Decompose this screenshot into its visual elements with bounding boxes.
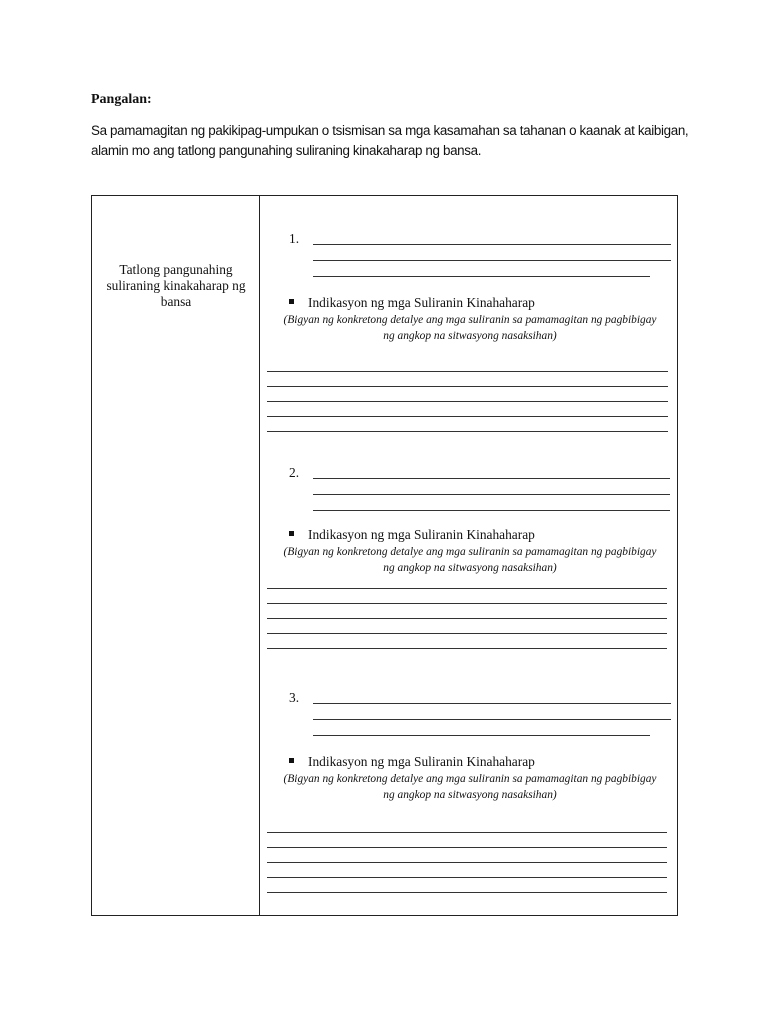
problem-answer-line[interactable] <box>313 494 670 495</box>
problem-number: 3. <box>289 690 300 705</box>
answer-column <box>260 196 677 915</box>
topic-label: Tatlong pangunahing suliraning kinakaharap ng bansa <box>106 262 246 309</box>
instructions-text: Sa pamamagitan ng pakikipag-umpukan o tsismisan sa mga kasamahan sa tahanan o kaanak at kaibigan, alamin mo ang tatlong pangunahing suliraning kinakaharap ng bansa. <box>91 123 689 158</box>
detail-answer-line[interactable] <box>267 648 667 649</box>
problem-answer-line[interactable] <box>313 244 671 245</box>
detail-answer-line[interactable] <box>267 847 667 848</box>
problem-answer-line[interactable] <box>313 276 650 277</box>
problem-answer-line[interactable] <box>313 719 671 720</box>
problem-number: 2. <box>289 465 300 480</box>
problem-answer-line[interactable] <box>313 510 670 511</box>
detail-answer-line[interactable] <box>267 431 668 432</box>
indication-label: Indikasyon ng mga Suliranin Kinahaharap <box>308 295 535 310</box>
detail-answer-line[interactable] <box>267 386 668 387</box>
detail-answer-line[interactable] <box>267 892 667 893</box>
instruction-note: (Bigyan ng konkretong detalye ang mga suliranin sa pamamagitan ng pagbibigay ng angkop na sitwasyong nasaksihan) <box>283 773 657 801</box>
indication-heading <box>289 527 535 543</box>
topic-column <box>92 196 260 915</box>
detail-answer-line[interactable] <box>267 618 667 619</box>
detail-answer-line[interactable] <box>267 832 667 833</box>
detail-answer-line[interactable] <box>267 862 667 863</box>
instruction-note: (Bigyan ng konkretong detalye ang mga suliranin sa pamamagitan ng pagbibigay ng angkop na sitwasyong nasaksihan) <box>283 546 657 574</box>
indication-heading <box>289 754 535 770</box>
problem-answer-line[interactable] <box>313 703 671 704</box>
detail-answer-line[interactable] <box>267 588 667 589</box>
detail-answer-line[interactable] <box>267 877 667 878</box>
bullet-icon <box>289 531 294 536</box>
bullet-icon <box>289 299 294 304</box>
bullet-icon <box>289 758 294 763</box>
indication-heading <box>289 295 535 311</box>
detail-answer-line[interactable] <box>267 371 668 372</box>
instruction-note: (Bigyan ng konkretong detalye ang mga suliranin sa pamamagitan ng pagbibigay ng angkop na sitwasyong nasaksihan) <box>283 314 657 342</box>
detail-answer-line[interactable] <box>267 603 667 604</box>
indication-label: Indikasyon ng mga Suliranin Kinahaharap <box>308 754 535 769</box>
problem-number: 1. <box>289 231 300 246</box>
name-label: Pangalan: <box>91 92 152 107</box>
detail-answer-line[interactable] <box>267 401 668 402</box>
worksheet-table <box>91 195 678 916</box>
problem-answer-line[interactable] <box>313 260 671 261</box>
problem-answer-line[interactable] <box>313 735 650 736</box>
problem-answer-line[interactable] <box>313 478 670 479</box>
detail-answer-line[interactable] <box>267 416 668 417</box>
indication-label: Indikasyon ng mga Suliranin Kinahaharap <box>308 527 535 542</box>
detail-answer-line[interactable] <box>267 633 667 634</box>
